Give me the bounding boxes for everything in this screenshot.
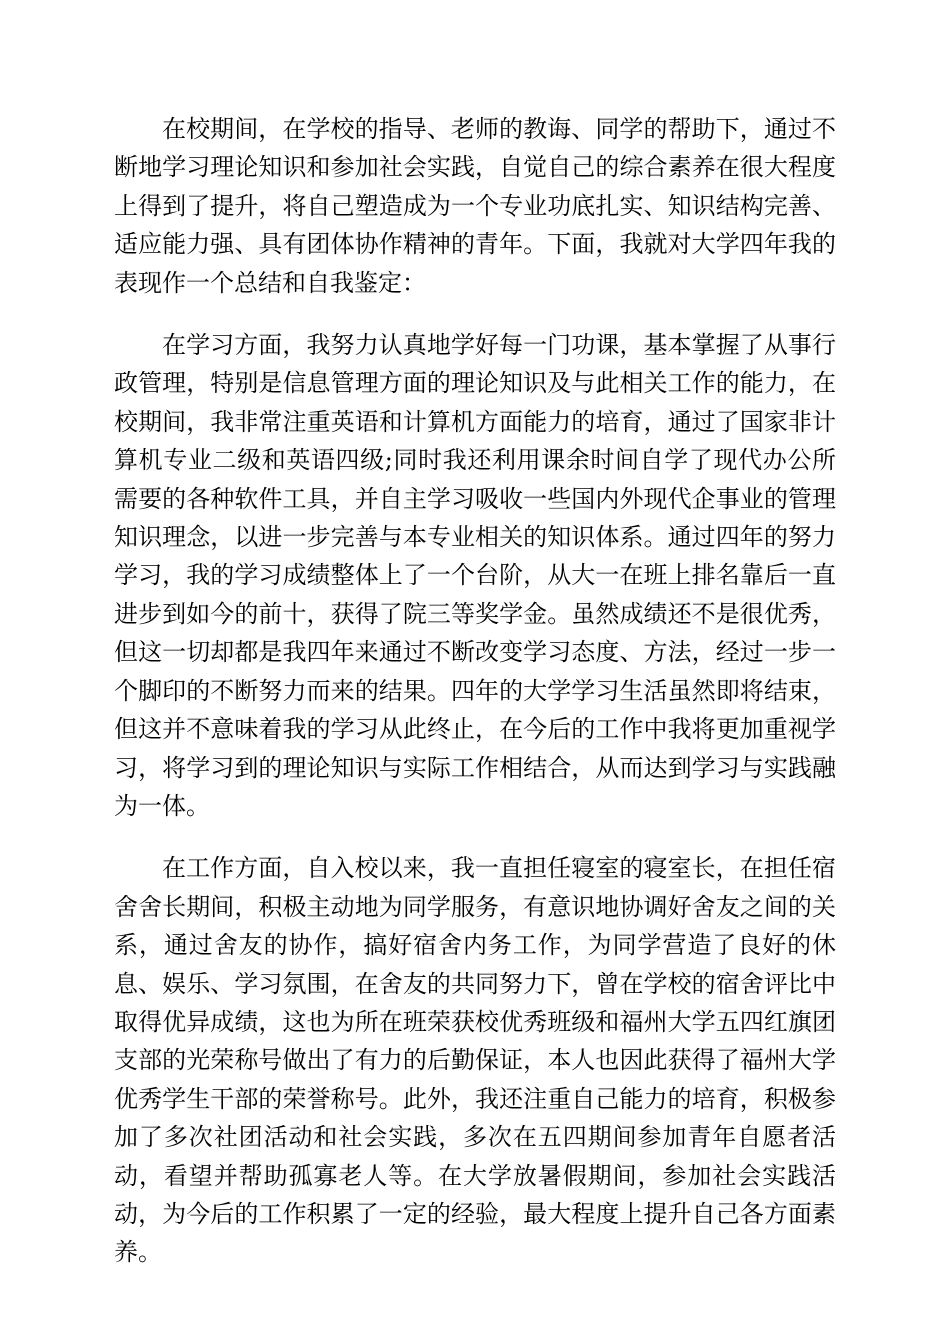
paragraph-introduction: 在校期间，在学校的指导、老师的教诲、同学的帮助下，通过不断地学习理论知识和参加社会实践，自觉自己的综合素养在很大程度上得到了提升，将自己塑造成为一个专业功底扎实、知识结构完善、适应能力强、具有团体协作精神的青年。下面，我就对大学四年我的表现作一个总结和自我鉴定： bbox=[114, 115, 836, 297]
paragraph-study: 在学习方面，我努力认真地学好每一门功课，基本掌握了从事行政管理，特别是信息管理方面的理论知识及与此相关工作的能力，在校期间，我非常注重英语和计算机方面能力的培育，通过了国家非计算机专业二级和英语四级;同时我还利用课余时间自学了现代办公所需要的各种软件工具，并自主学习吸收一些国内外现代企事业的管理知识理念，以进一步完善与本专业相关的知识体系。通过四年的努力学习，我的学习成绩整体上了一个台阶，从大一在班上排名靠后一直进步到如今的前十，获得了院三等奖学金。虽然成绩还不是很优秀，但这一切却都是我四年来通过不断改变学习态度、方法，经过一步一个脚印的不断努力而来的结果。四年的大学学习生活虽然即将结束，但这并不意味着我的学习从此终止，在今后的工作中我将更加重视学习，将学习到的理论知识与实际工作相结合，从而达到学习与实践融为一体。 bbox=[114, 331, 836, 820]
document-body bbox=[114, 110, 836, 1272]
paragraph-work: 在工作方面，自入校以来，我一直担任寝室的寝室长，在担任宿舍舍长期间，积极主动地为同学服务，有意识地协调好舍友之间的关系，通过舍友的协作，搞好宿舍内务工作，为同学营造了良好的休息、娱乐、学习氛围，在舍友的共同努力下，曾在学校的宿舍评比中取得优异成绩，这也为所在班荣获校优秀班级和福州大学五四红旗团支部的光荣称号做出了有力的后勤保证，本人也因此获得了福州大学优秀学生干部的荣誉称号。此外，我还注重自己能力的培育，积极参加了多次社团活动和社会实践，多次在五四期间参加青年自愿者活动，看望并帮助孤寡老人等。在大学放暑假期间，参加社会实践活动，为今后的工作积累了一定的经验，最大程度上提升自己各方面素养。 bbox=[114, 854, 836, 1267]
